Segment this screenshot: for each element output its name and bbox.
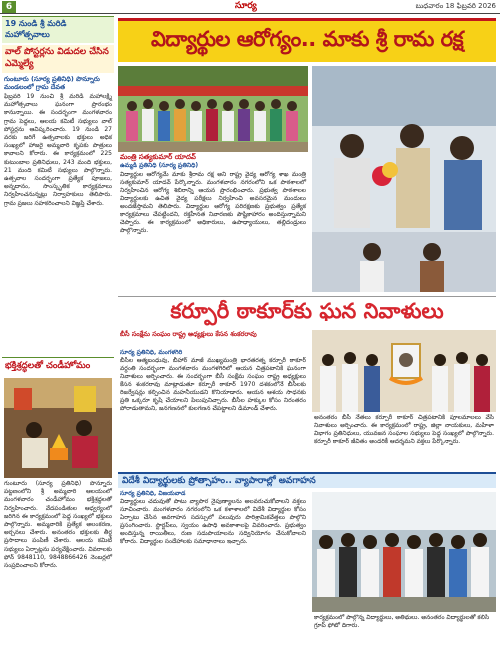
minister-felicitation-photo bbox=[312, 66, 496, 292]
story2-byline: సూర్య ప్రతినిధి, మంగళగిరి bbox=[120, 349, 183, 356]
paper-name: సూర్య bbox=[235, 1, 257, 11]
page-date: బుధవారం 18 ఫిబ్రవరి 2026 bbox=[415, 2, 496, 10]
story2-body: బీసీల ఆత్మబంధువు, బీహార్ మాజీ ముఖ్యమంత్రి భారతరత్న కర్పూరీ ఠాకూర్ వర్ధంతి సందర్భంగా మంగళవారం మంగళగిరిలో ఆయన చిత్రపటానికి ఘనంగా నివాళులు అర్పించారు. ఈ సందర్భంగా బీసీ సంక్షేమ సంఘం రాష్ట్ర అధ్యక్షులు కేసన శంకరరావు మాట్లాడుతూ కర్పూరీ ఠాకూర్ 1970 దశకంలోనే బీసీలకు రిజర్వేషన్లు కల్పించిన మహనీయుడని కొనియాడారు. ఆయన ఆశయ సాధనకు ప్రతి ఒక్కరూ కృషి చేయాలని పిలుపునిచ్చారు. బీసీల హక్కుల కోసం నిరంతరం పోరాడుతామని, జనగణనలో కులగణన చేపట్టాలని డిమాండ్ చేశారు. bbox=[120, 357, 306, 412]
story2-body-2: అనంతరం బీసీ నేతలు కర్పూరీ ఠాకూర్ చిత్రపటానికి పూలమాలలు వేసి నివాళులు అర్పించారు. ఈ కార్యక్రమంలో రాష్ట్ర, జిల్లా నాయకులు, మహిళా విభాగం ప్రతినిధులు, యువజన సంఘాల సభ్యులు పెద్ద సంఖ్యలో పాల్గొన్నారు. కర్పూరీ ఠాకూర్ జీవితం అందరికీ ఆదర్శమని వక్తలు పేర్కొన్నారు. bbox=[314, 414, 494, 445]
left-byline: గుంటూరు (సూర్య ప్రతినిధి) పొన్నూరు మండలంలో గ్రామ దేవత bbox=[4, 75, 100, 91]
story1-byline: ఉమ్మడి ప్రతినిధి (సూర్య ప్రతినిధి) bbox=[120, 162, 199, 169]
story1-body: విద్యార్థుల ఆరోగ్యమే మాకు శ్రీరామ రక్ష అని రాష్ట్ర వైద్య ఆరోగ్య శాఖ మంత్రి సత్యకుమార్ యాదవ్ పేర్కొన్నారు. మంగళవారం నగరంలోని ఒక పాఠశాలలో నిర్వహించిన ఆరోగ్య శిబిరాన్ని ఆయన ప్రారంభించారు. ప్రభుత్వ పాఠశాలల విద్యార్థులకు ఉచిత వైద్య పరీక్షలు నిర్వహించి అవసరమైన మందులు అందజేస్తామని తెలిపారు. విద్యార్థుల ఆరోగ్య పరిరక్షణకు ప్రభుత్వం ప్రత్యేక కార్యక్రమాలు చేపట్టిందని, రక్తహీనత నివారణకు పౌష్టికాహారం అందిస్తున్నామని చెప్పారు. ఈ కార్యక్రమంలో అధికారులు, ఉపాధ్యాయులు, తల్లిదండ్రులు పాల్గొన్నారు. bbox=[120, 171, 306, 234]
story3-body: విద్యార్థులు చదువుతో పాటు వ్యాపార నైపుణ్యాలను అలవరుచుకోవాలని వక్తలు సూచించారు. మంగళవారం నగరంలోని ఒక కళాశాలలో విదేశీ విద్యార్థుల కోసం ఏర్పాటు చేసిన అవగాహన సదస్సులో పలువురు పారిశ్రామికవేత్తలు పాల్గొని ప్రసంగించారు. స్టార్టప్‌లు, స్వయం ఉపాధి అవకాశాలపై వివరించారు. ప్రభుత్వం అందిస్తున్న రాయితీలు, రుణ సదుపాయాలను సద్వినియోగం చేసుకోవాలని కోరారు. విద్యార్థుల సందేహాలకు సమాధానాలు ఇచ్చారు. bbox=[120, 498, 306, 545]
tribute-photo bbox=[312, 330, 496, 412]
left-article-body-2: గుంటూరు (సూర్య ప్రతినిధి) పొన్నూరు పట్టణంలోని శ్రీ అమ్మవారి ఆలయంలో మంగళవారం చండీహోమం భక్తిశ్రద్ధలతో నిర్వహించారు. వేదపండితుల ఆధ్వర్యంలో జరిగిన ఈ కార్యక్రమంలో పెద్ద సంఖ్యలో భక్తులు పాల్గొన్నారు. అమ్మవారికి ప్రత్యేక అలంకరణ, అర్చనలు చేశారు. అనంతరం భక్తులకు తీర్థ ప్రసాదాలు పంపిణీ చేశారు. ఆలయ కమిటీ సభ్యులు ఏర్పాట్లను పర్యవేక్షించారు. వివరాలకు ఫోన్ 9848110, 9848866426 నెంబర్లలో సంప్రదించాలని కోరారు. bbox=[4, 480, 112, 570]
left-headline: వాల్ పోస్టర్లను విడుదల చేసిన ఎమ్మెల్యే bbox=[2, 45, 114, 73]
health-camp-photo bbox=[118, 66, 308, 152]
page-number: 6 bbox=[2, 1, 16, 13]
left-headline-2: భక్తిశ్రద్ధలతో చండీహోమం bbox=[2, 357, 114, 376]
left-kicker: 19 నుండి శ్రీ మరిడి మహోత్సవాలు bbox=[2, 16, 114, 43]
left-column bbox=[2, 16, 114, 650]
story1-headline: విద్యార్థుల ఆరోగ్యం.. మాకు శ్రీ రామ రక్ష bbox=[150, 27, 464, 51]
homam-photo bbox=[4, 378, 112, 478]
story3-headline: విదేశీ విద్యార్థులకు ప్రోత్సాహం.. వ్యాపారాల్లో అవగాహన bbox=[118, 472, 496, 488]
story3-caption: కార్యక్రమంలో పాల్గొన్న విద్యార్థులు, అతిథులు. అనంతరం విద్యార్థులతో కలిసి గ్రూప్ ఫోటో దిగారు. bbox=[314, 614, 490, 629]
students-group-photo bbox=[312, 492, 496, 612]
left-article-body: ఫిబ్రవరి 19 నుంచి శ్రీ మరిడి మహాలక్ష్మి మహోత్సవాలు ఘనంగా ప్రారంభం కానున్నాయి. ఈ సందర్భంగా మంగళవారం గ్రామ పెద్దలు, ఆలయ కమిటీ సభ్యులు వాల్ పోస్టర్లను ఆవిష్కరించారు. 19 నుండి 27 వరకు జరిగే ఉత్సవాలకు భక్తులు అధిక సంఖ్యలో హాజరై అమ్మవారి కృపకు పాత్రులు కావాలని కోరారు. ఈ కార్యక్రమంలో 225 కుటుంబాల ప్రతినిధులు, 243 మంది భక్తులు, 21 మంది కమిటీ సభ్యులు పాల్గొన్నారు. ఉత్సవాల సందర్భంగా ప్రత్యేక పూజలు, అన్నదానం, సాంస్కృతిక కార్యక్రమాలు నిర్వహించనున్నట్లు నిర్వాహకులు తెలిపారు. గ్రామ ప్రజలు సహకరించాలని విజ్ఞప్తి చేశారు. bbox=[4, 93, 112, 207]
story2-kicker: బీసీ సంక్షేమ సంఘం రాష్ట్ర అధ్యక్షులు కేసన శంకరరావు bbox=[120, 330, 257, 338]
page-header bbox=[0, 0, 500, 14]
story1-banner bbox=[118, 18, 496, 62]
story1-caption: మంత్రి సత్యకుమార్ యాదవ్ bbox=[120, 153, 196, 161]
story2-headline: కర్పూరీ ఠాకూర్‌కు ఘన నివాళులు bbox=[118, 296, 496, 326]
story3-byline: సూర్య ప్రతినిధి, విజయవాడ bbox=[120, 490, 186, 497]
